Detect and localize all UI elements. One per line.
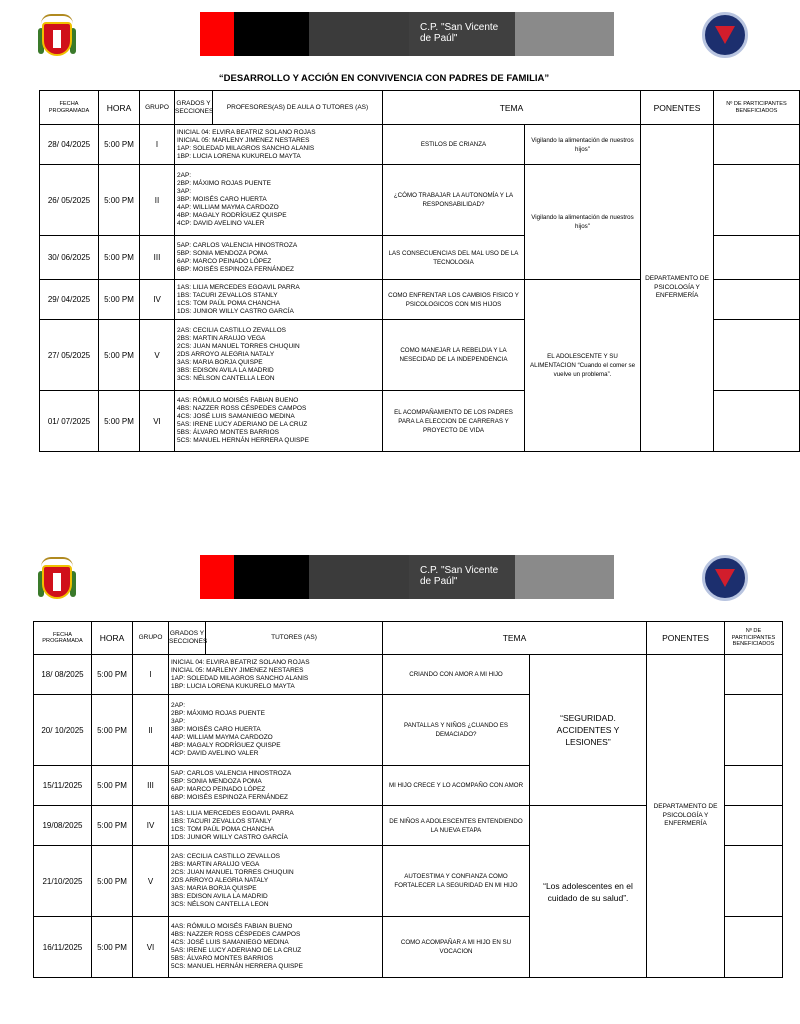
hora-cell: 5:00 PM — [92, 846, 133, 917]
tutores-cell — [169, 655, 383, 695]
participantes-cell — [725, 695, 783, 766]
grupo-cell: II — [133, 695, 169, 766]
tema-cell: CRIANDO CON AMOR A MI HIJO — [383, 655, 530, 695]
tutor-line: 3AP: — [171, 718, 186, 725]
tutor-line: 2AP: — [177, 172, 192, 179]
tema-cell: EL ACOMPAÑAMIENTO DE LOS PADRES PARA LA ELECCION DE CARRERAS Y PROYECTO DE VIDA — [383, 391, 525, 452]
hora-cell: 5:00 PM — [92, 806, 133, 846]
tutor-line: 1DS: JUNIOR WILLY CASTRO GARCÍA — [177, 307, 294, 315]
fecha-cell: 01/ 07/2025 — [40, 391, 99, 452]
hora-cell: 5:00 PM — [99, 320, 140, 391]
participantes-cell — [714, 391, 800, 452]
participantes-cell — [725, 806, 783, 846]
tutor-line: 6AP: MARCO PEINADO LÓPEZ — [171, 785, 266, 793]
tutor-line: 4CS: JOSÉ LUIS SAMANIEGO MEDINA — [177, 413, 295, 420]
tutores-cell — [169, 695, 383, 766]
tutor-line: 2AS: CECILIA CASTILLO ZEVALLOS — [177, 327, 286, 334]
tutores-cell — [175, 236, 383, 280]
hora-cell: 5:00 PM — [92, 917, 133, 978]
school-name: C.P. "San Vicente de Paúl" — [409, 555, 515, 599]
tema-cell: COMO ACOMPAÑAR A MI HIJO EN SU VOCACION — [383, 917, 530, 978]
header-hora: HORA — [92, 622, 133, 655]
tema-cell: ESTILOS DE CRIANZA — [383, 125, 525, 165]
tutores-cell — [175, 320, 383, 391]
tutor-line: 3AS: MARIA BORJA QUISPE — [177, 359, 263, 366]
header-grupo: GRUPO — [140, 91, 175, 125]
grupo-cell: IV — [133, 806, 169, 846]
participantes-cell — [714, 280, 800, 320]
fecha-cell: 29/ 04/2025 — [40, 280, 99, 320]
header-hora: HORA — [99, 91, 140, 125]
fecha-cell: 16/11/2025 — [34, 917, 92, 978]
tutor-line: 4AS: RÓMULO MOISÉS FABIAN BUENO — [171, 923, 293, 930]
tutores-cell — [169, 806, 383, 846]
hora-cell: 5:00 PM — [99, 391, 140, 452]
school-seal-icon — [702, 12, 748, 58]
tutor-line: 4BP: MAGALY RODRÍGUEZ QUISPE — [171, 742, 281, 749]
tutor-line: 3BS: EDISON AVILA LA MADRID — [171, 893, 268, 900]
grupo-cell: V — [133, 846, 169, 917]
tutor-line: 2BS: MARTIN ARAUJO VEGA — [177, 335, 266, 342]
tutores-cell — [175, 165, 383, 236]
school-banner — [200, 555, 614, 599]
tutor-line: 2BP: MÁXIMO ROJAS PUENTE — [177, 180, 271, 187]
tutores-cell — [175, 391, 383, 452]
subtema-cell: “SEGURIDAD. ACCIDENTES Y LESIONES” — [530, 655, 647, 806]
hora-cell: 5:00 PM — [92, 766, 133, 806]
tutor-line: 5CS: MANUEL HERNÁN HERRERA QUISPE — [177, 437, 309, 444]
ponentes-cell: DEPARTAMENTO DE PSICOLOGÍA Y ENFERMERÍA — [641, 125, 714, 452]
grupo-cell: I — [133, 655, 169, 695]
tutor-line: 1AS: LILIA MERCEDES EGOAVIL PARRA — [171, 809, 294, 817]
participantes-cell — [725, 655, 783, 695]
header-profesores: PROFESORES(AS) DE AULA O TUTORES (AS) — [213, 91, 383, 125]
tutor-line: INICIAL 04: ELVIRA BEATRIZ SOLANO ROJAS — [171, 658, 310, 666]
grupo-cell: VI — [133, 917, 169, 978]
hora-cell: 5:00 PM — [99, 165, 140, 236]
tutor-line: 2AP: — [171, 702, 186, 709]
tutor-line: 2AS: CECILIA CASTILLO ZEVALLOS — [171, 853, 280, 860]
table-row — [40, 125, 800, 165]
tutor-line: 5CS: MANUEL HERNÁN HERRERA QUISPE — [171, 963, 303, 970]
tutor-line: 5AS: IRENE LUCY ADERIANO DE LA CRUZ — [177, 421, 308, 428]
header-ponentes: PONENTES — [641, 91, 714, 125]
tutor-line: 4CP: DAVID AVELINO VALER — [171, 750, 259, 757]
tutor-line: 1CS: TOM PAÚL POMA CHANCHA — [177, 299, 281, 307]
tutor-line: 3CS: NÉLSON CANTELLA LEON — [171, 901, 269, 908]
tutor-line: 3BS: EDISON AVILA LA MADRID — [177, 367, 274, 374]
schedule-table-1 — [39, 90, 800, 452]
grupo-cell: I — [140, 125, 175, 165]
tutor-line: 4AP: WILLIAM MAYMA CARDOZO — [177, 204, 279, 211]
tutores-cell — [169, 917, 383, 978]
header-ponentes: PONENTES — [647, 622, 725, 655]
fecha-cell: 27/ 05/2025 — [40, 320, 99, 391]
ponentes-cell: DEPARTAMENTO DE PSICOLOGÍA Y ENFERMERÍA — [647, 655, 725, 978]
tutor-line: 5BP: SONIA MENDOZA POMA — [177, 249, 268, 257]
grupo-cell: IV — [140, 280, 175, 320]
tema-cell: DE NIÑOS A ADOLESCENTES ENTENDIENDO LA NUEVA ETAPA — [383, 806, 530, 846]
tema-cell: AUTOESTIMA Y CONFIANZA COMO FORTALECER LA SEGURIDAD EN MI HIJO — [383, 846, 530, 917]
participantes-cell — [725, 766, 783, 806]
tutor-line: 1BS: TACURI ZEVALLOS STANLY — [177, 291, 278, 299]
header-participantes: Nº DE PARTICIPANTES BENEFICIADOS — [714, 91, 800, 125]
tutor-line: 3AP: — [177, 188, 192, 195]
tema-cell: COMO MANEJAR LA REBELDIA Y LA NESECIDAD DE LA INDEPENDENCIA — [383, 320, 525, 391]
fecha-cell: 28/ 04/2025 — [40, 125, 99, 165]
grupo-cell: VI — [140, 391, 175, 452]
participantes-cell — [714, 125, 800, 165]
document-title: “DESARROLLO Y ACCIÓN EN CONVIVENCIA CON PADRES DE FAMILIA” — [218, 73, 550, 84]
tutor-line: 4BS: NAZZER ROSS CÉSPEDES CAMPOS — [177, 405, 307, 412]
tutor-line: 5BS: ÁLVARO MONTES BARRIOS — [177, 429, 279, 436]
tutor-line: 1BS: TACURI ZEVALLOS STANLY — [171, 817, 272, 825]
peru-emblem-icon — [38, 557, 76, 601]
tutor-line: 1AP: SOLEDAD MILAGROS SANCHO ALANIS — [171, 674, 309, 682]
peru-emblem-icon — [38, 14, 76, 58]
tutor-line: 6BP: MOISÉS ESPINOZA FERNÁNDEZ — [177, 265, 295, 273]
tutores-cell — [169, 766, 383, 806]
tema-cell: LAS CONSECUENCIAS DEL MAL USO DE LA TECNOLOGIA — [383, 236, 525, 280]
hora-cell: 5:00 PM — [99, 280, 140, 320]
hora-cell: 5:00 PM — [92, 655, 133, 695]
school-seal-icon — [702, 555, 748, 601]
participantes-cell — [725, 917, 783, 978]
fecha-cell: 15/11/2025 — [34, 766, 92, 806]
grupo-cell: III — [133, 766, 169, 806]
grupo-cell: III — [140, 236, 175, 280]
fecha-cell: 18/ 08/2025 — [34, 655, 92, 695]
tutor-line: 4AS: RÓMULO MOISÉS FABIAN BUENO — [177, 397, 299, 404]
hora-cell: 5:00 PM — [92, 695, 133, 766]
tutor-line: 1BP: LUCIA LORENA KUKURELO MAYTA — [177, 152, 301, 160]
participantes-cell — [714, 165, 800, 236]
participantes-cell — [714, 236, 800, 280]
hora-cell: 5:00 PM — [99, 125, 140, 165]
fecha-cell: 19/08/2025 — [34, 806, 92, 846]
tutor-line: 4CS: JOSÉ LUIS SAMANIEGO MEDINA — [171, 939, 289, 946]
tema-cell: COMO ENFRENTAR LOS CAMBIOS FISICO Y PSICOLOGICOS CON MIS HIJOS — [383, 280, 525, 320]
tutor-line: 3AS: MARIA BORJA QUISPE — [171, 885, 257, 892]
tutor-line: 2BP: MÁXIMO ROJAS PUENTE — [171, 710, 265, 717]
table-row — [34, 655, 783, 695]
header-grados: GRADOS Y SECCIONES — [169, 622, 206, 655]
header-tutores: TUTORES (AS) — [206, 622, 383, 655]
tutor-line: INICIAL 05: MARLENY JIMENEZ NESTARES — [177, 136, 310, 144]
tutor-line: 1CS: TOM PAÚL POMA CHANCHA — [171, 825, 275, 833]
tema-cell: MI HIJO CRECE Y LO ACOMPAÑO CON AMOR — [383, 766, 530, 806]
tutor-line: 1DS: JUNIOR WILLY CASTRO GARCÍA — [171, 833, 288, 841]
tutor-line: 2CS: JUAN MANUEL TORRES CHUQUIN — [171, 869, 294, 876]
grupo-cell: II — [140, 165, 175, 236]
tutor-line: 5AP: CARLOS VALENCIA HINOSTROZA — [177, 241, 298, 249]
header-participantes: Nº DE PARTICIPANTES BENEFICIADOS — [725, 622, 783, 655]
fecha-cell: 21/10/2025 — [34, 846, 92, 917]
tutor-line: 1AS: LILIA MERCEDES EGOAVIL PARRA — [177, 283, 300, 291]
header-grados: GRADOS Y SECCIONES — [175, 91, 213, 125]
hora-cell: 5:00 PM — [99, 236, 140, 280]
tutor-line: 2DS ARROYO ALEGRIA NATALY — [171, 877, 269, 884]
fecha-cell: 30/ 06/2025 — [40, 236, 99, 280]
tutor-line: INICIAL 04: ELVIRA BEATRIZ SOLANO ROJAS — [177, 128, 316, 136]
tutor-line: 5AP: CARLOS VALENCIA HINOSTROZA — [171, 769, 292, 777]
tema-cell: PANTALLAS Y NIÑOS ¿CUANDO ES DEMACIADO? — [383, 695, 530, 766]
tutores-cell — [175, 280, 383, 320]
school-banner — [200, 12, 614, 56]
subtema-cell: Vigilando la alimentación de nuestros hijos" — [525, 125, 641, 165]
subtema-cell: EL ADOLESCENTE Y SU ALIMENTACION “Cuando el comer se vuelve un problema”. — [525, 280, 641, 452]
header-tema: TEMA — [383, 91, 641, 125]
tutor-line: 3CS: NÉLSON CANTELLA LEON — [177, 375, 275, 382]
tutor-line: 6AP: MARCO PEINADO LÓPEZ — [177, 257, 272, 265]
tutor-line: 5BS: ÁLVARO MONTES BARRIOS — [171, 955, 273, 962]
tutor-line: 2DS ARROYO ALEGRIA NATALY — [177, 351, 275, 358]
fecha-cell: 20/ 10/2025 — [34, 695, 92, 766]
tutor-line: 3BP: MOISÉS CARO HUERTA — [171, 726, 261, 733]
tutor-line: 1AP: SOLEDAD MILAGROS SANCHO ALANIS — [177, 144, 315, 152]
tutor-line: 3BP: MOISÉS CARO HUERTA — [177, 196, 267, 203]
tutor-line: 2CS: JUAN MANUEL TORRES CHUQUIN — [177, 343, 300, 350]
subtema-cell: “Los adolescentes en el cuidado de su salud”. — [530, 806, 647, 978]
subtema-cell: Vigilando la alimentación de nuestros hijos" — [525, 165, 641, 280]
grupo-cell: V — [140, 320, 175, 391]
school-name: C.P. "San Vicente de Paúl" — [409, 12, 515, 56]
tutor-line: INICIAL 05: MARLENY JIMENEZ NESTARES — [171, 666, 304, 674]
header-fecha: FECHA PROGRAMADA — [34, 622, 92, 655]
tutor-line: 4BS: NAZZER ROSS CÉSPEDES CAMPOS — [171, 931, 301, 938]
tutor-line: 5AS: IRENE LUCY ADERIANO DE LA CRUZ — [171, 947, 302, 954]
schedule-table-2 — [33, 621, 783, 978]
tutor-line: 2BS: MARTIN ARAUJO VEGA — [171, 861, 260, 868]
header-tema: TEMA — [383, 622, 647, 655]
tutor-line: 6BP: MOISÉS ESPINOZA FERNÁNDEZ — [171, 793, 289, 801]
tutor-line: 1BP: LUCIA LORENA KUKURELO MAYTA — [171, 682, 295, 690]
tema-cell: ¿CÓMO TRABAJAR LA AUTONOMÍA Y LA RESPONSABILIDAD? — [383, 165, 525, 236]
fecha-cell: 26/ 05/2025 — [40, 165, 99, 236]
tutor-line: 4AP: WILLIAM MAYMA CARDOZO — [171, 734, 273, 741]
tutores-cell — [169, 846, 383, 917]
header-fecha: FECHA PROGRAMADA — [40, 91, 99, 125]
tutor-line: 5BP: SONIA MENDOZA POMA — [171, 777, 262, 785]
tutor-line: 4CP: DAVID AVELINO VALER — [177, 220, 265, 227]
header-grupo: GRUPO — [133, 622, 169, 655]
tutor-line: 4BP: MAGALY RODRÍGUEZ QUISPE — [177, 212, 287, 219]
participantes-cell — [714, 320, 800, 391]
tutores-cell — [175, 125, 383, 165]
participantes-cell — [725, 846, 783, 917]
